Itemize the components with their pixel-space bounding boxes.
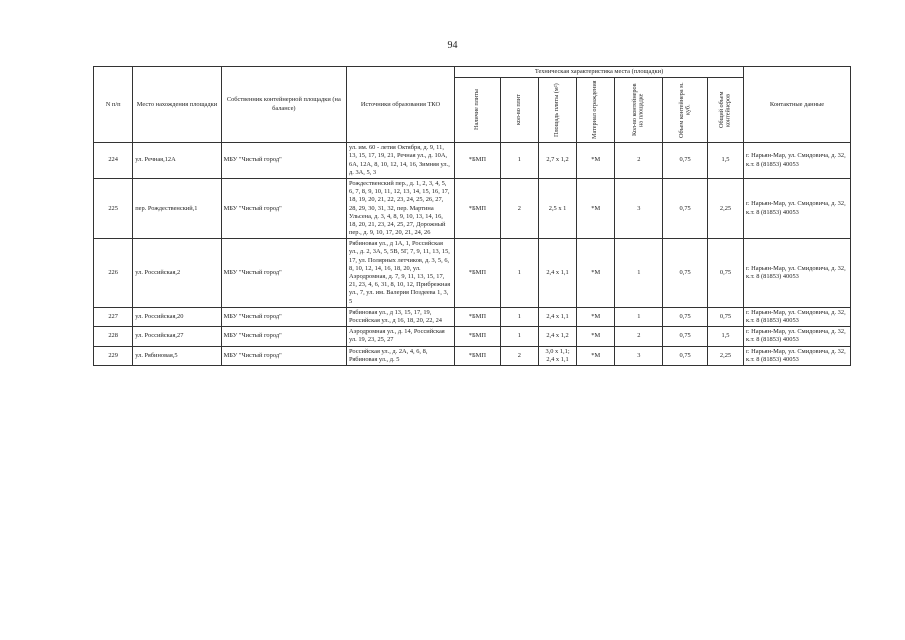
cell-plate: *БМП <box>454 143 500 179</box>
header-tech: Техническая характеристика места (площадки) <box>454 67 743 78</box>
cell-num: 227 <box>94 307 133 326</box>
table-row <box>94 346 851 365</box>
table-row <box>94 327 851 346</box>
header-plate-count: кол-во плит <box>500 78 538 143</box>
cell-location: ул. Рябиновая,5 <box>133 346 221 365</box>
header-total-volume: Общий объем контейнеров <box>707 78 743 143</box>
cell-plate-count: 1 <box>500 327 538 346</box>
cell-owner: МБУ "Чистый город" <box>221 178 346 238</box>
cell-volume: 0,75 <box>663 327 708 346</box>
cell-total-volume: 1,5 <box>707 143 743 179</box>
cell-fence: *М <box>577 307 615 326</box>
table-row <box>94 239 851 308</box>
cell-fence: *М <box>577 143 615 179</box>
cell-plate: *БМП <box>454 307 500 326</box>
cell-container-count: 1 <box>615 239 663 308</box>
header-plate-area: Площадь плиты (м²) <box>538 78 576 143</box>
cell-plate: *БМП <box>454 178 500 238</box>
cell-num: 228 <box>94 327 133 346</box>
cell-location: ул. Российская,27 <box>133 327 221 346</box>
cell-container-count: 2 <box>615 143 663 179</box>
cell-owner: МБУ "Чистый город" <box>221 239 346 308</box>
header-contacts: Контактные данные <box>744 67 851 143</box>
cell-container-count: 3 <box>615 178 663 238</box>
header-location: Место нахождения площадки <box>133 67 221 143</box>
header-owner: Собственник контейнерной площадки (на балансе) <box>221 67 346 143</box>
table-row <box>94 178 851 238</box>
cell-owner: МБУ "Чистый город" <box>221 327 346 346</box>
cell-contacts: г. Нарьян-Мар, ул. Смидовича, д. 32, к.т. 8 (81853) 40053 <box>744 307 851 326</box>
header-sources: Источники образования ТКО <box>347 67 455 143</box>
cell-contacts: г. Нарьян-Мар, ул. Смидовича, д. 32, к.т. 8 (81853) 40053 <box>744 327 851 346</box>
cell-contacts: г. Нарьян-Мар, ул. Смидовича, д. 32, к.т. 8 (81853) 40053 <box>744 178 851 238</box>
cell-num: 224 <box>94 143 133 179</box>
cell-sources: Аэродромная ул., д. 14, Российская ул. 19, 23, 25, 27 <box>347 327 455 346</box>
container-sites-table <box>93 66 851 366</box>
table-row <box>94 307 851 326</box>
header-container-count: Кол-во контейнеров на площадке <box>615 78 663 143</box>
cell-volume: 0,75 <box>663 346 708 365</box>
cell-num: 229 <box>94 346 133 365</box>
header-container-volume: Объем контейнера м. куб. <box>663 78 708 143</box>
cell-plate-count: 1 <box>500 143 538 179</box>
cell-total-volume: 1,5 <box>707 327 743 346</box>
cell-contacts: г. Нарьян-Мар, ул. Смидовича, д. 32, к.т. 8 (81853) 40053 <box>744 239 851 308</box>
cell-plate-area: 3,0 х 1,1; 2,4 х 1,1 <box>538 346 576 365</box>
cell-num: 225 <box>94 178 133 238</box>
header-num: N п/п <box>94 67 133 143</box>
cell-fence: *М <box>577 346 615 365</box>
cell-sources: Рябиновая ул., д 13, 15, 17, 19, Российская ул., д 16, 18, 20, 22, 24 <box>347 307 455 326</box>
cell-plate-count: 1 <box>500 239 538 308</box>
cell-total-volume: 2,25 <box>707 178 743 238</box>
header-plate: Наличие плиты <box>454 78 500 143</box>
cell-owner: МБУ "Чистый город" <box>221 307 346 326</box>
cell-total-volume: 0,75 <box>707 307 743 326</box>
cell-location: пер. Рождественский,1 <box>133 178 221 238</box>
cell-location: ул. Российская,20 <box>133 307 221 326</box>
cell-plate-area: 2,4 х 1,1 <box>538 239 576 308</box>
cell-fence: *М <box>577 178 615 238</box>
cell-sources: Рождественский пер., д. 1, 2, 3, 4, 5, 6, 7, 8, 9, 10, 11, 12, 13, 14, 15, 16, 17, 18, 19, 20, 21, 22, 23, 24, 25, 26, 27, 28, 29, 30, 31, 32, пер. Мартина Ульсена, д. 3, 4, 8, 9, 10, 13, 14, 16, 18, 20, 21, 23, 24, 25, 27, Дорожный пер., д. 9, 10, 17, 20, 21, 24, 26 <box>347 178 455 238</box>
cell-sources: Российская ул., д. 2А, 4, 6, 8, Рябиновая ул., д. 5 <box>347 346 455 365</box>
cell-location: ул. Российская,2 <box>133 239 221 308</box>
cell-owner: МБУ "Чистый город" <box>221 143 346 179</box>
cell-volume: 0,75 <box>663 178 708 238</box>
cell-location: ул. Речная,12А <box>133 143 221 179</box>
cell-total-volume: 2,25 <box>707 346 743 365</box>
cell-volume: 0,75 <box>663 143 708 179</box>
cell-container-count: 1 <box>615 307 663 326</box>
header-fence-material: Материал ограждения <box>577 78 615 143</box>
cell-num: 226 <box>94 239 133 308</box>
cell-sources: ул. им. 60 - летия Октября, д. 9, 11, 13, 15, 17, 19, 21, Речная ул., д. 10А, 6А, 12А, 8, 10, 12, 14, 16, Зимняя ул., д. 3А, 5, 3 <box>347 143 455 179</box>
page-number: 94 <box>447 40 458 51</box>
cell-fence: *М <box>577 327 615 346</box>
cell-volume: 0,75 <box>663 239 708 308</box>
cell-plate-area: 2,4 х 1,2 <box>538 327 576 346</box>
cell-plate: *БМП <box>454 346 500 365</box>
cell-contacts: г. Нарьян-Мар, ул. Смидовича, д. 32, к.т. 8 (81853) 40053 <box>744 346 851 365</box>
cell-plate-area: 2,5 х 1 <box>538 178 576 238</box>
cell-container-count: 3 <box>615 346 663 365</box>
cell-sources: Рябиновая ул., д 1А, 1, Российская ул., д. 2, 3А, 5, 5В, 5Г, 7, 9, 11, 13, 15, 17, ул. Полярных летчиков, д. 3, 5, 6, 8, 10, 12, 14, 16, 18, 20, ул. Аэродромная, д. 7, 9, 11, 13, 15, 17, 21, 23, 4, 6, 31, 8, 10, 12, Прибрежная ул., 7, ул. им. Валерия Поздеева 1, 3, 5 <box>347 239 455 308</box>
table-row <box>94 143 851 179</box>
cell-total-volume: 0,75 <box>707 239 743 308</box>
cell-plate: *БМП <box>454 239 500 308</box>
cell-owner: МБУ "Чистый город" <box>221 346 346 365</box>
cell-volume: 0,75 <box>663 307 708 326</box>
cell-plate-area: 2,7 х 1,2 <box>538 143 576 179</box>
cell-plate-count: 2 <box>500 178 538 238</box>
cell-plate-count: 2 <box>500 346 538 365</box>
cell-contacts: г. Нарьян-Мар, ул. Смидовича, д. 32, к.т. 8 (81853) 40053 <box>744 143 851 179</box>
cell-plate-count: 1 <box>500 307 538 326</box>
cell-fence: *М <box>577 239 615 308</box>
cell-plate-area: 2,4 х 1,1 <box>538 307 576 326</box>
cell-plate: *БМП <box>454 327 500 346</box>
cell-container-count: 2 <box>615 327 663 346</box>
